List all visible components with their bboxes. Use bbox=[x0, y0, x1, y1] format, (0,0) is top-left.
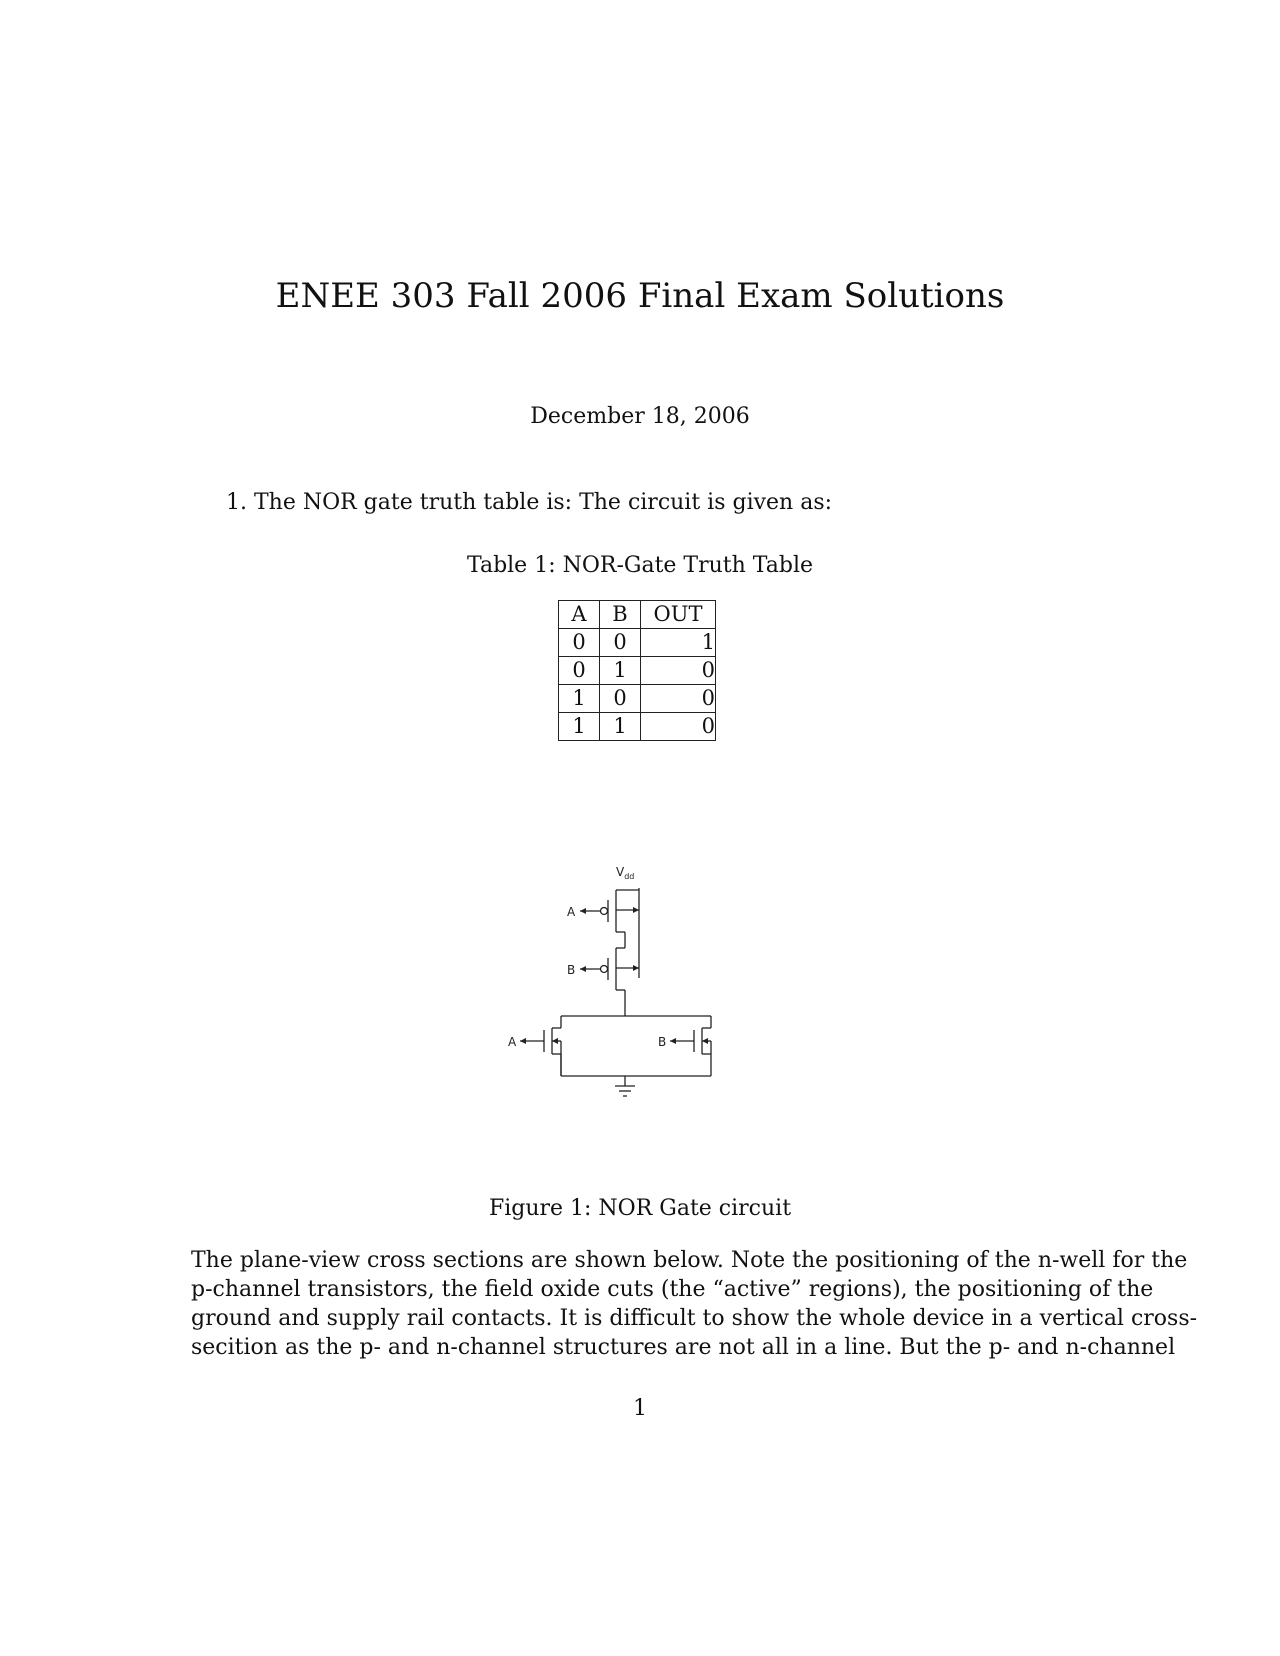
header-b: B bbox=[600, 601, 641, 629]
question-1-text: 1. The NOR gate truth table is: The circuit is given as: bbox=[226, 490, 833, 515]
cell-a: 1 bbox=[559, 685, 600, 713]
cell-out: 0 bbox=[641, 713, 716, 741]
cell-out: 0 bbox=[641, 657, 716, 685]
document-date: December 18, 2006 bbox=[530, 404, 750, 429]
cell-b: 0 bbox=[600, 629, 641, 657]
paragraph-line: ground and supply rail contacts. It is difficult to show the whole device in a vertical cross- bbox=[191, 1306, 1198, 1331]
vdd-label: $V_{dd}$ bbox=[616, 865, 635, 881]
truth-table-header-row bbox=[559, 601, 716, 629]
body-paragraph bbox=[191, 1246, 1198, 1362]
cell-b: 1 bbox=[600, 657, 641, 685]
cell-a: 0 bbox=[559, 657, 600, 685]
paragraph-line: p-channel transistors, the field oxide cuts (the “active” regions), the positioning of the bbox=[191, 1277, 1154, 1302]
cell-out: 1 bbox=[641, 629, 716, 657]
nmos-b-input-label: B bbox=[658, 1035, 667, 1049]
pmos-a-input-label: A bbox=[567, 905, 576, 919]
cell-out: 0 bbox=[641, 685, 716, 713]
page-number: 1 bbox=[633, 1396, 647, 1421]
paragraph-line: secition as the p- and n-channel structures are not all in a line. But the p- and n-channel bbox=[191, 1335, 1176, 1360]
header-a: A bbox=[559, 601, 600, 629]
truth-table bbox=[558, 600, 716, 741]
cell-a: 1 bbox=[559, 713, 600, 741]
table-row bbox=[559, 713, 716, 741]
header-out: OUT bbox=[641, 601, 716, 629]
table-row bbox=[559, 629, 716, 657]
nor-gate-circuit-diagram bbox=[505, 858, 745, 1118]
document-title: ENEE 303 Fall 2006 Final Exam Solutions bbox=[275, 276, 1005, 316]
table-caption: Table 1: NOR-Gate Truth Table bbox=[466, 553, 814, 578]
nmos-a-input-label: A bbox=[508, 1035, 517, 1049]
table-row bbox=[559, 685, 716, 713]
cell-a: 0 bbox=[559, 629, 600, 657]
figure-caption: Figure 1: NOR Gate circuit bbox=[488, 1196, 792, 1221]
paragraph-line: The plane-view cross sections are shown below. Note the positioning of the n-well for the bbox=[191, 1248, 1188, 1273]
cell-b: 0 bbox=[600, 685, 641, 713]
cell-b: 1 bbox=[600, 713, 641, 741]
table-row bbox=[559, 657, 716, 685]
pmos-b-input-label: B bbox=[567, 963, 576, 977]
